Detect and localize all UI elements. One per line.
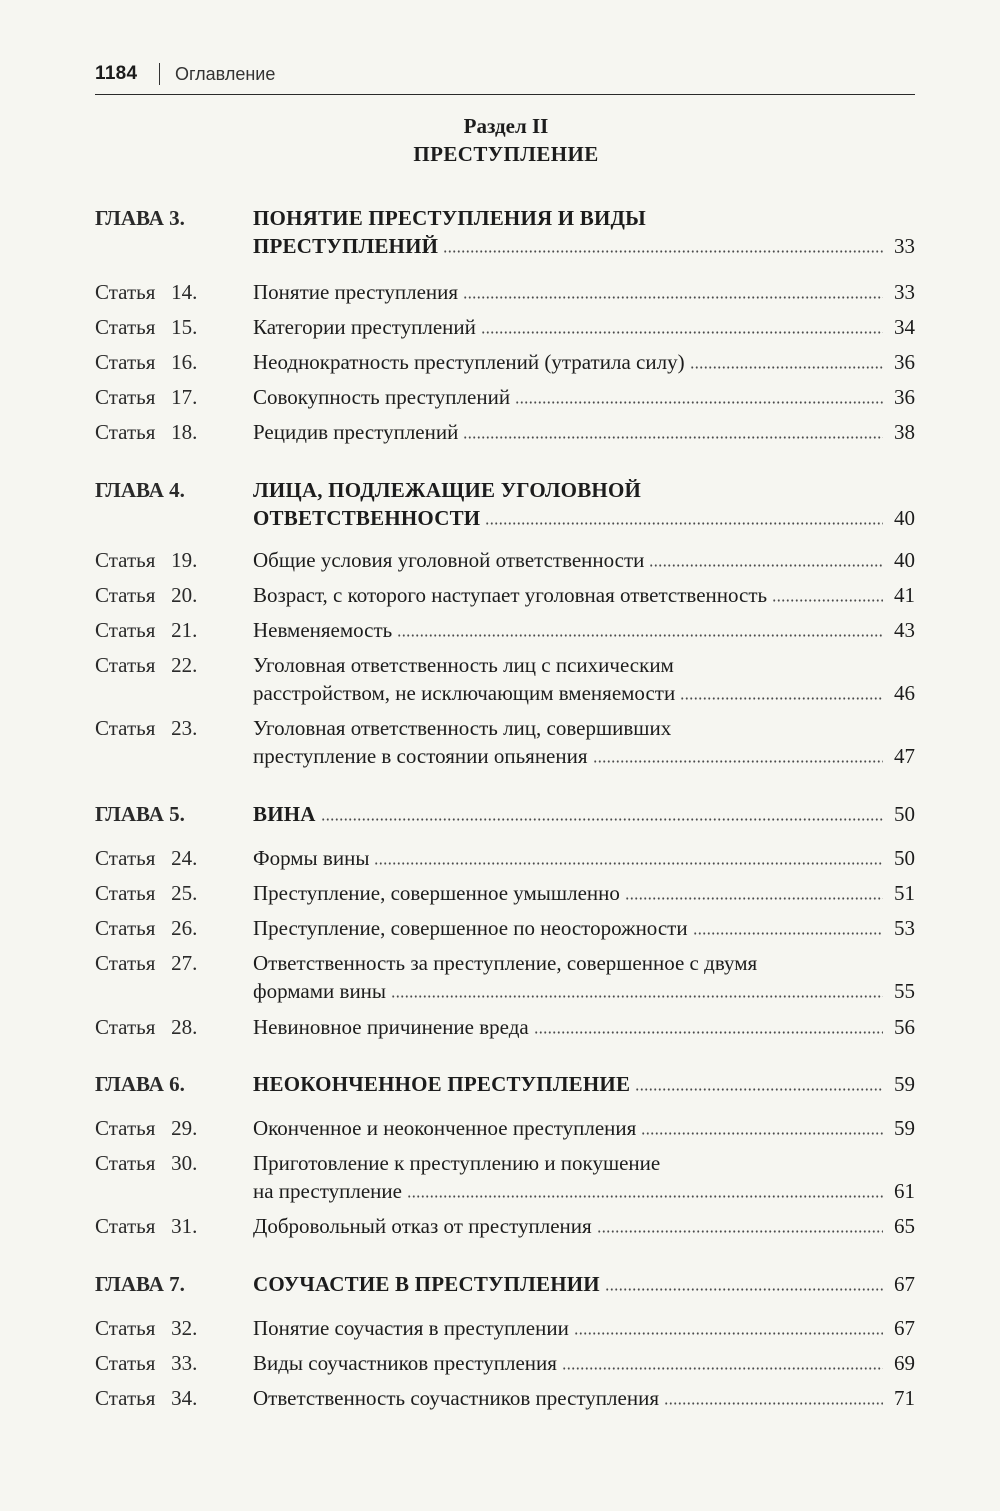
toc-entry-prefix: Статья [95,548,156,572]
toc-page-number: 53 [894,916,915,940]
toc-entry-label [95,714,197,742]
toc-page-number: 56 [894,1015,915,1039]
toc-page-number: 50 [894,846,915,870]
toc-entry-number: 28. [171,1015,198,1039]
toc-entry-label [95,1384,197,1412]
toc-entry-title [253,383,915,411]
toc-entry-number: 3. [169,206,185,230]
toc-title-line [253,1349,915,1377]
toc-entry-number: 15. [171,315,198,339]
toc-title-line [253,504,915,532]
toc-title-text: Невменяемость [253,618,393,642]
toc-title-line [253,879,915,907]
toc-entry-title [253,278,915,306]
toc-title-text: Ответственность соучастников преступления [253,1386,659,1410]
toc-page-number: 43 [894,618,915,642]
toc-title-line [253,418,915,446]
toc-title-line [253,278,915,306]
toc-title-text: Преступление, совершенное по неосторожности [253,916,688,940]
toc-entry-number: 6. [169,1072,185,1096]
toc-title-line [253,383,915,411]
toc-article-row[interactable] [95,914,915,942]
toc-entry-prefix: Статья [95,716,156,740]
toc-entry-number: 31. [171,1214,198,1238]
toc-entry-number: 33. [171,1351,198,1375]
toc-article-row[interactable] [95,879,915,907]
toc-entry-label [95,1349,197,1377]
toc-title-text: Общие условия уголовной ответственности [253,548,645,572]
toc-entry-title [253,1114,915,1142]
toc-entry-label [95,278,197,306]
toc-entry-number: 24. [171,846,198,870]
toc-title-text: преступление в состоянии опьянения [253,744,588,768]
toc-page-number: 40 [894,506,915,530]
toc-entry-number: 17. [171,385,198,409]
toc-title-line [253,742,915,770]
toc-title-line [253,714,915,742]
toc-entry-prefix: Статья [95,1015,156,1039]
toc-entry-title [253,1013,915,1041]
toc-page-number: 55 [894,979,915,1003]
toc-entry-label [95,383,197,411]
toc-chapter-row[interactable] [95,476,915,532]
toc-entry-title [253,1070,915,1098]
toc-article-row[interactable] [95,949,915,1005]
toc-title-text: расстройством, не исключающим вменяемости [253,681,676,705]
toc-entry-prefix: Статья [95,1116,156,1140]
dot-leader [515,400,883,405]
toc-article-row[interactable] [95,418,915,446]
toc-title-text: Виды соучастников преступления [253,1351,557,1375]
toc-title-text: Рецидив преступлений [253,420,459,444]
toc-entry-prefix: Статья [95,1214,156,1238]
toc-page-number: 59 [894,1072,915,1096]
toc-article-row[interactable] [95,1114,915,1142]
dot-leader [463,295,883,300]
toc-entry-title [253,844,915,872]
toc-title-line [253,1149,915,1177]
toc-page-number: 36 [894,385,915,409]
dot-leader [534,1030,883,1035]
toc-entry-label [95,1314,197,1342]
toc-chapter-row[interactable] [95,800,915,828]
toc-article-row[interactable] [95,1349,915,1377]
toc-entry-prefix: Статья [95,1351,156,1375]
toc-title-text: Понятие преступления [253,280,459,304]
toc-entry-title [253,1384,915,1412]
toc-entry-number: 26. [171,916,198,940]
toc-entry-number: 21. [171,618,198,642]
toc-title-text: ПРЕСТУПЛЕНИЙ [253,234,439,258]
dot-leader [485,521,883,526]
toc-entry-label [95,1149,197,1177]
dot-leader [562,1366,883,1371]
toc-entry-number: 4. [169,478,185,502]
toc-title-line [253,348,915,376]
dot-leader [605,1287,883,1292]
toc-entry-title [253,879,915,907]
toc-article-row[interactable] [95,313,915,341]
toc-entry-prefix: Статья [95,350,156,374]
toc-title-line [253,232,915,260]
toc-entry-prefix: Статья [95,385,156,409]
dot-leader [597,1229,883,1234]
toc-article-row[interactable] [95,546,915,574]
toc-entry-label [95,914,197,942]
toc-entry-number: 32. [171,1316,198,1340]
toc-entry-title [253,348,915,376]
toc-entry-prefix: ГЛАВА [95,1072,164,1096]
toc-title-text: ЛИЦА, ПОДЛЕЖАЩИЕ УГОЛОВНОЙ [253,478,642,502]
toc-page-number: 67 [894,1272,915,1296]
dot-leader [391,994,883,999]
toc-title-text: Категории преступлений [253,315,476,339]
toc-chapter-row[interactable] [95,1270,915,1298]
toc-entry-prefix: Статья [95,280,156,304]
toc-entry-title [253,1349,915,1377]
section-title: ПРЕСТУПЛЕНИЕ [413,142,599,166]
toc-entry-title [253,616,915,644]
dot-leader [664,1401,883,1406]
toc-entry-prefix: Статья [95,881,156,905]
toc-page-number: 61 [894,1179,915,1203]
dot-leader [443,249,883,254]
toc-entry-title [253,1212,915,1240]
toc-entry-prefix: Статья [95,951,156,975]
toc-entry-number: 25. [171,881,198,905]
toc-article-row[interactable] [95,1212,915,1240]
page-number: 1184 [95,63,138,84]
toc-entry-number: 7. [169,1272,185,1296]
toc-title-text: НЕОКОНЧЕННОЕ ПРЕСТУПЛЕНИЕ [253,1072,631,1096]
toc-title-text: Уголовная ответственность лиц с психическим [253,653,674,677]
toc-title-text: ВИНА [253,802,316,826]
dot-leader [693,931,883,936]
toc-entry-label [95,546,197,574]
toc-title-line [253,1013,915,1041]
toc-entry-number: 29. [171,1116,198,1140]
dot-leader [641,1131,883,1136]
running-title: Оглавление [175,64,276,84]
toc-chapter-row[interactable] [95,1070,915,1098]
toc-title-text: Формы вины [253,846,370,870]
toc-article-row[interactable] [95,714,915,770]
toc-entry-prefix: ГЛАВА [95,1272,164,1296]
toc-page-number: 33 [894,234,915,258]
toc-entry-label [95,949,197,977]
toc-title-text: Приготовление к преступлению и покушение [253,1151,661,1175]
toc-page-number: 46 [894,681,915,705]
toc-entry-number: 18. [171,420,198,444]
toc-title-line [253,949,915,977]
toc-title-line [253,651,915,679]
toc-entry-prefix: ГЛАВА [95,206,164,230]
dot-leader [481,330,883,335]
section-label: Раздел II [463,114,549,138]
dot-leader [397,633,883,638]
toc-page-number: 36 [894,350,915,374]
toc-title-text: Совокупность преступлений [253,385,511,409]
toc-entry-number: 22. [171,653,198,677]
toc-entry-label [95,844,197,872]
toc-title-text: Преступление, совершенное умышленно [253,881,620,905]
dot-leader [680,696,883,701]
toc-entry-prefix: Статья [95,916,156,940]
toc-entry-number: 14. [171,280,198,304]
toc-title-line [253,1114,915,1142]
toc-title-text: ПОНЯТИЕ ПРЕСТУПЛЕНИЯ И ВИДЫ [253,206,646,230]
toc-entry-title [253,914,915,942]
toc-article-row[interactable] [95,383,915,411]
dot-leader [772,598,883,603]
toc-title-line [253,313,915,341]
toc-entry-prefix: Статья [95,315,156,339]
toc-entry-title [253,204,915,260]
toc-entry-number: 27. [171,951,198,975]
toc-entry-label [95,1013,197,1041]
dot-leader [374,861,883,866]
toc-title-line [253,581,915,609]
toc-entry-label [95,651,197,679]
toc-entry-title [253,1149,915,1205]
toc-entry-label [95,476,185,504]
toc-title-text: Неоднократность преступлений (утратила силу) [253,350,685,374]
toc-title-text: Ответственность за преступление, совершенное с двумя [253,951,758,975]
toc-title-line [253,616,915,644]
toc-article-row[interactable] [95,348,915,376]
toc-entry-number: 23. [171,716,198,740]
dot-leader [321,817,883,822]
dot-leader [635,1087,883,1092]
toc-title-text: Добровольный отказ от преступления [253,1214,592,1238]
toc-page-number: 71 [894,1386,915,1410]
toc-entry-number: 19. [171,548,198,572]
toc-page-number: 33 [894,280,915,304]
toc-title-line [253,1314,915,1342]
toc-entry-label [95,1270,185,1298]
toc-page-number: 40 [894,548,915,572]
toc-page-number: 69 [894,1351,915,1375]
toc-title-text: Оконченное и неоконченное преступления [253,1116,637,1140]
toc-entry-label [95,1070,185,1098]
toc-title-text: формами вины [253,979,387,1003]
toc-title-text: Возраст, с которого наступает уголовная ответственность [253,583,768,607]
toc-entry-number: 20. [171,583,198,607]
toc-title-text: Понятие соучастия в преступлении [253,1316,569,1340]
toc-entry-prefix: Статья [95,653,156,677]
toc-entry-prefix: ГЛАВА [95,478,164,502]
toc-title-text: Уголовная ответственность лиц, совершивших [253,716,672,740]
toc-title-line [253,546,915,574]
toc-entry-prefix: Статья [95,1316,156,1340]
toc-entry-title [253,1270,915,1298]
dot-leader [574,1331,883,1336]
toc-entry-title [253,546,915,574]
toc-page-number: 67 [894,1316,915,1340]
toc-entry-number: 5. [169,802,185,826]
toc-page-number: 51 [894,881,915,905]
toc-entry-label [95,879,197,907]
toc-entry-prefix: Статья [95,846,156,870]
toc-entry-label [95,616,197,644]
toc-page-number: 41 [894,583,915,607]
toc-entry-title [253,313,915,341]
toc-entry-label [95,348,197,376]
toc-entry-number: 34. [171,1386,198,1410]
toc-article-row[interactable] [95,651,915,707]
toc-entry-label [95,1212,197,1240]
toc-title-text: Невиновное причинение вреда [253,1015,529,1039]
toc-title-line [253,679,915,707]
toc-title-line [253,844,915,872]
toc-title-line [253,1070,915,1098]
toc-chapter-row[interactable] [95,204,915,260]
toc-entry-prefix: Статья [95,1151,156,1175]
toc-entry-label [95,313,197,341]
toc-entry-prefix: Статья [95,420,156,444]
toc-page-number: 47 [894,744,915,768]
toc-article-row[interactable] [95,1013,915,1041]
toc-page-number: 34 [894,315,915,339]
toc-title-line [253,204,915,232]
toc-entry-title [253,581,915,609]
toc-title-line [253,977,915,1005]
toc-title-line [253,1384,915,1412]
dot-leader [690,365,883,370]
dot-leader [407,1194,883,1199]
toc-entry-title [253,800,915,828]
toc-title-line [253,1270,915,1298]
toc-entry-title [253,476,915,532]
toc-entry-prefix: Статья [95,1386,156,1410]
toc-title-text: СОУЧАСТИЕ В ПРЕСТУПЛЕНИИ [253,1272,600,1296]
toc-title-line [253,1212,915,1240]
toc-title-text: на преступление [253,1179,402,1203]
toc-article-row[interactable] [95,844,915,872]
toc-page-number: 50 [894,802,915,826]
toc-entry-number: 16. [171,350,198,374]
toc-entry-label [95,581,197,609]
dot-leader [625,896,883,901]
page-header [95,60,915,95]
toc-title-text: ОТВЕТСТВЕННОСТИ [253,506,481,530]
toc-entry-title [253,949,915,1005]
toc-title-line [253,914,915,942]
toc-article-row[interactable] [95,1384,915,1412]
toc-entry-prefix: Статья [95,583,156,607]
toc-entry-label [95,204,185,232]
toc-page-number: 38 [894,420,915,444]
toc-entry-label [95,800,185,828]
toc-entry-number: 30. [171,1151,198,1175]
toc-title-line [253,800,915,828]
dot-leader [649,563,883,568]
toc-title-line [253,1177,915,1205]
toc-article-row[interactable] [95,616,915,644]
header-divider [159,63,160,85]
toc-entry-label [95,1114,197,1142]
toc-page-number: 59 [894,1116,915,1140]
toc-title-line [253,476,915,504]
toc-entry-title [253,418,915,446]
toc-article-row[interactable] [95,1314,915,1342]
toc-article-row[interactable] [95,581,915,609]
toc-entry-prefix: Статья [95,618,156,642]
dot-leader [463,435,883,440]
toc-entry-prefix: ГЛАВА [95,802,164,826]
dot-leader [593,759,883,764]
toc-entry-title [253,1314,915,1342]
toc-entry-title [253,651,915,707]
toc-page-number: 65 [894,1214,915,1238]
toc-article-row[interactable] [95,278,915,306]
toc-article-row[interactable] [95,1149,915,1205]
toc-entry-label [95,418,197,446]
toc-entry-title [253,714,915,770]
